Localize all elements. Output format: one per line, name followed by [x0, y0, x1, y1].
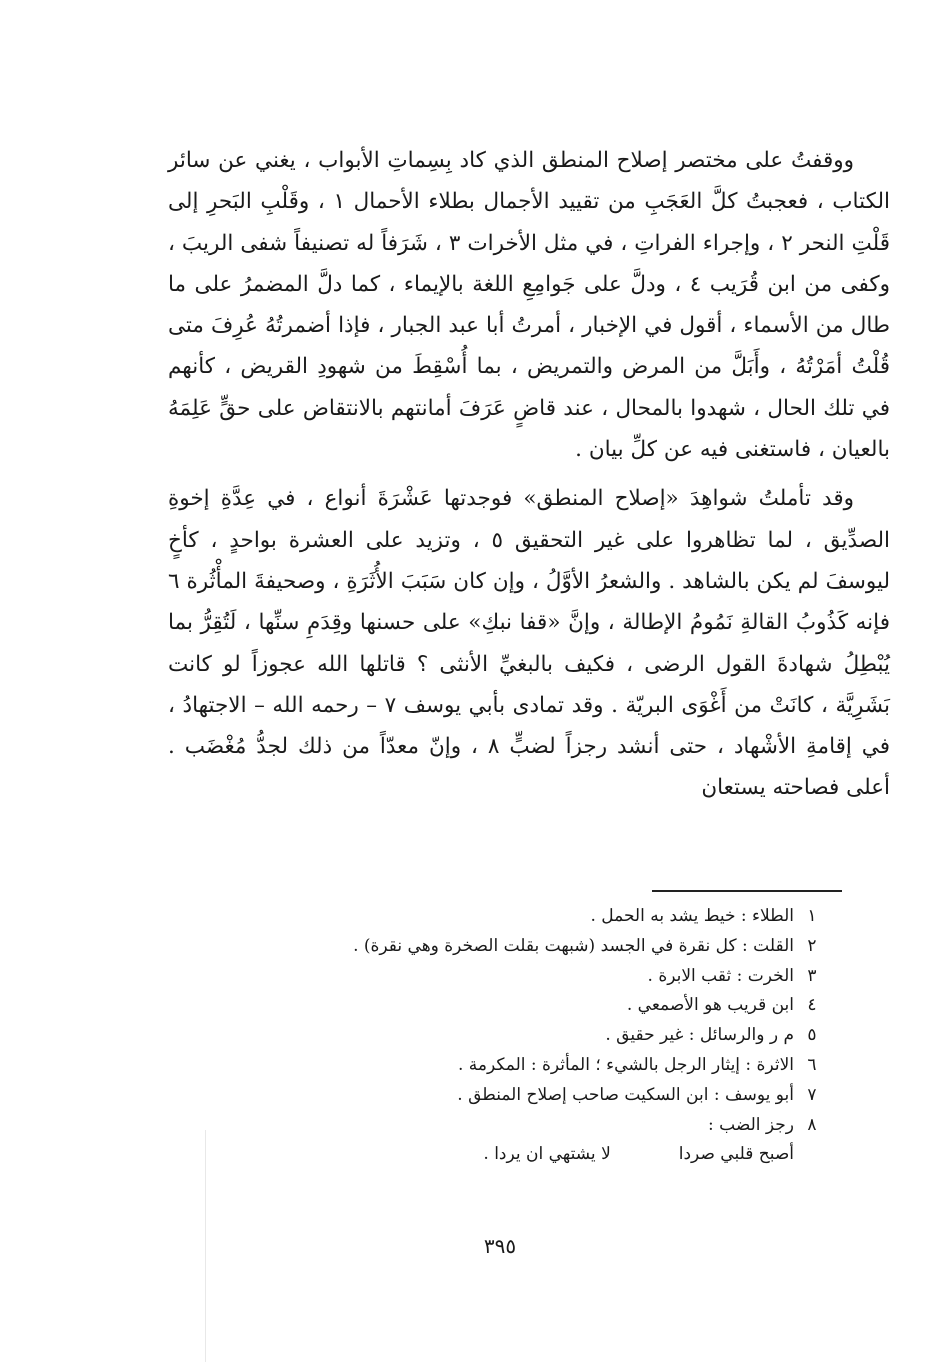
footnote-text: القلت : كل نقرة في الجسد (شبهت بقلت الصخرة وهي نقرة) .	[353, 935, 794, 956]
footnote	[300, 991, 830, 1021]
footnote-text: الطلاء : خيط يشد به الحمل .	[590, 906, 794, 926]
footnote-number: ٤	[807, 995, 817, 1016]
page-number: ٣٩٥	[483, 1234, 517, 1258]
footnote	[300, 902, 830, 932]
footnote-text: رجز الضب :	[708, 1114, 794, 1135]
verse-line	[300, 1140, 794, 1170]
footnote-number: ١	[807, 906, 817, 926]
scan-edge-line	[205, 1130, 206, 1362]
footnote	[300, 1051, 830, 1081]
verse-first-hemistich: أصبح قلبي صردا	[678, 1144, 794, 1165]
footnote-text: الاثرة : إيثار الرجل بالشيء ؛ المأثرة : المكرمة .	[457, 1054, 794, 1075]
footnote	[300, 1081, 830, 1111]
paragraph-1: ووقفتُ على مختصر إصلاح المنطق الذي كاد بِسِماتِ الأبواب ، يغني عن سائر الكتاب ، فعجبتُ كلَّ العَجَبِ من تقييد الأجمال بطلاء الأحمال ١ ، وقَلْبِ البَحرِ إلى قَلْتِ النحر ٢ ، وإجراء الفراتِ ، في مثل الأخرات ٣ ، شَرَفاً له تصنيفاً شفى الريبَ ، وكفى من ابن قُرَيب ٤ ، ودلَّ على جَوامِعِ اللغة بالإيماء ، كما دلَّ المضمرُ على ما طال من الأسماء ، أقول في الإخبار ، أمرتُ أبا عبد الجبار ، فإذا أضمرتُهُ عُرِفَ متى قُلْتُ أمَرْتُهُ ، وأَبَلَّ من المرض والتمريض ، بما أُسْقِطَ من شهودِ القريض ، كأنهم في تلك الحال ، شهدوا بالمحال ، عند قاضٍ عَرَفَ أمانتهم بالانتقاض على حقٍّ عَلِمَهُ بالعيان ، فاستغنى فيه عن كلِّ بيان .	[168, 148, 891, 463]
footnote-number: ٦	[807, 1054, 817, 1075]
footnotes	[300, 902, 830, 1170]
footnote-text: أبو يوسف : ابن السكيت صاحب إصلاح المنطق .	[457, 1084, 794, 1105]
footnote-number: ٥	[807, 1025, 817, 1046]
footnote-number: ٣	[807, 965, 817, 986]
footnote-text: الخرت : ثقب الابرة .	[647, 965, 794, 986]
footnote-number: ٢	[807, 935, 817, 956]
main-text	[168, 140, 890, 809]
footnote	[300, 1111, 830, 1141]
footnote	[300, 932, 830, 962]
footnote-separator	[652, 890, 842, 892]
footnote	[300, 962, 830, 992]
footnote-number: ٧	[807, 1084, 817, 1105]
footnote-text: م ر والرسائل : غير حقيق .	[605, 1025, 794, 1046]
footnote-number: ٨	[807, 1114, 817, 1135]
verse-second-hemistich: لا يشتهي ان يردا .	[483, 1144, 611, 1165]
paragraph-2: وقد تأملتُ شواهِدَ «إصلاح المنطق» فوجدتها عَشْرَةَ أنواع ، في عِدَّةِ إخوةِ الصدِّيق ، لما تظاهروا على غير التحقيق ٥ ، وتزيد على العشرة بواحدٍ ، كأخٍ ليوسفَ لم يكن بالشاهد . والشعرُ الأوَّلُ ، وإن كان سَبَبَ الأُثَرَةِ ، وصحيفةَ المأْثُرة ٦ فإنه كَذُوبُ القالةِ نَمُومُ الإطالة ، وإنَّ «قفا نبكِ» على حسنها وقِدَمِ سنِّها ، لَتُقِرُّ بما يُبْطِلُ شهادةَ القول الرضى ، فكيف بالبغيِّ الأنثى ؟ قاتلها الله عجوزاً لو كانت بَشَرِيَّة ، كانَتْ من أَغْوَى البريّة . وقد تمادى بأبي يوسف ٧ – رحمه الله – الاجتهادُ ، في إقامةِ الأشْهاد ، حتى أنشد رجزاً لضبٍّ ٨ ، وإنّ معدّاً من ذلك لجدُّ مُغْضَب . أعلى فصاحته يستعان	[168, 486, 891, 801]
footnote	[300, 1021, 830, 1051]
footnote-text: ابن قريب هو الأصمعي .	[626, 995, 794, 1016]
